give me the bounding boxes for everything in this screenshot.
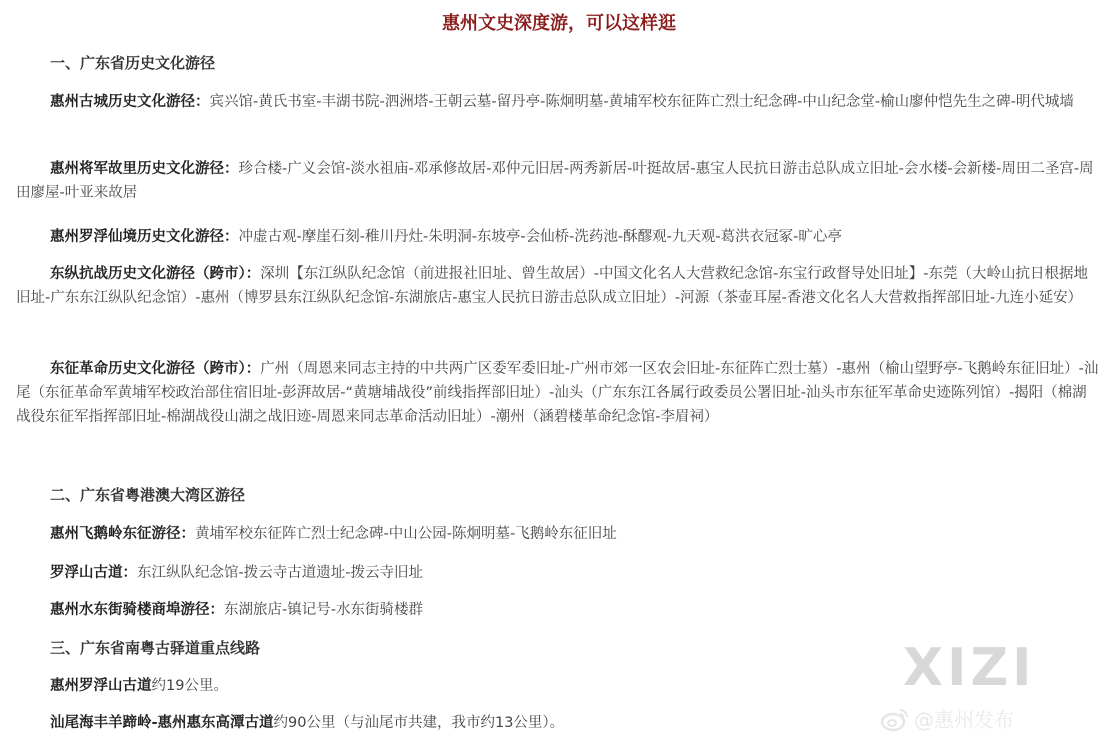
section-heading-1: 一、广东省历史文化游径	[50, 54, 216, 72]
route-label: 惠州水东街骑楼商埠游径：	[50, 602, 224, 618]
route-text: 约90公里（与汕尾市共建，我市约13公里）。	[273, 715, 565, 731]
xizi-watermark: XIZI	[903, 638, 1036, 698]
route-text: 约19公里。	[151, 678, 228, 694]
section-heading-2: 二、广东省粤港澳大湾区游径	[50, 486, 246, 504]
route-text: 广州（周恩来同志主持的中共两广区委军委旧址-广州市郊一区农会旧址-东征阵亡烈士墓）-惠州（榆山望野亭-飞鹅岭东征旧址）-汕尾（东征革命军黄埔军校政治部住宿旧址-彭湃故居-“黄塘埔战役”前线指挥部旧址）-汕头（广东东江各属行政委员公署旧址-汕头市东征军革命史迹陈列馆）-揭阳（棉湖战役东征军指挥部旧址-棉湖战役山湖之战旧迹-周恩来同志革命活动旧址）-潮州（涵碧楼革命纪念馆-李眉祠）	[16, 361, 1099, 425]
route-text: 珍合楼-广义会馆-淡水祖庙-邓承修故居-邓仲元旧居-两秀新居-叶挺故居-惠宝人民抗日游击总队成立旧址-会水楼-会新楼-周田二圣宫-周田廖屋-叶亚来故居	[16, 161, 1094, 201]
route-label: 汕尾海丰羊蹄岭-惠州惠东高潭古道	[50, 715, 274, 731]
route-item	[16, 561, 1100, 585]
route-label: 惠州罗浮山古道	[50, 678, 152, 694]
route-label: 惠州飞鹅岭东征游径：	[50, 526, 195, 542]
route-text: 冲虚古观-摩崖石刻-稚川丹灶-朱明洞-东坡亭-会仙桥-洗药池-酥醪观-九天观-葛洪衣冠冢-旷心亭	[238, 229, 842, 245]
route-label: 东纵抗战历史文化游径（跨市）：	[50, 266, 261, 282]
route-item	[16, 157, 1100, 205]
route-text: 黄埔军校东征阵亡烈士纪念碑-中山公园-陈炯明墓-飞鹅岭东征旧址	[195, 526, 617, 542]
weibo-logo-icon	[880, 706, 910, 732]
route-text: 深圳【东江纵队纪念馆（前进报社旧址、曾生故居）-中国文化名人大营救纪念馆-东宝行政督导处旧址】-东莞（大岭山抗日根据地旧址-广东东江纵队纪念馆）-惠州（博罗县东江纵队纪念馆-东湖旅店-惠宝人民抗日游击总队成立旧址）-河源（茶壶耳屋-香港文化名人大营救指挥部旧址-九连小延安）	[16, 266, 1088, 306]
route-label: 东征革命历史文化游径（跨市）：	[50, 361, 261, 377]
route-item	[16, 262, 1100, 310]
route-item	[16, 357, 1100, 429]
route-item	[16, 522, 1100, 546]
weibo-watermark	[880, 704, 1014, 733]
route-text: 东湖旅店-镇记号-水东街骑楼群	[224, 602, 423, 618]
route-label: 惠州古城历史文化游径：	[50, 94, 210, 110]
route-label: 惠州将军故里历史文化游径：	[50, 161, 239, 177]
route-item	[16, 598, 1100, 622]
route-text: 东江纵队纪念馆-拨云寺古道遗址-拨云寺旧址	[137, 565, 423, 581]
route-item	[16, 90, 1100, 114]
article-title: 惠州文史深度游，可以这样逛	[442, 13, 676, 34]
section-heading-3: 三、广东省南粤古驿道重点线路	[50, 639, 261, 657]
route-text: 宾兴馆-黄氏书室-丰湖书院-泗洲塔-王朝云墓-留丹亭-陈炯明墓-黄埔军校东征阵亡烈士纪念碑-中山纪念堂-榆山廖仲恺先生之碑-明代城墙	[209, 94, 1074, 110]
route-item	[16, 225, 1100, 249]
weibo-handle: @惠州发布	[914, 708, 1014, 732]
route-label: 惠州罗浮仙境历史文化游径：	[50, 229, 239, 245]
route-label: 罗浮山古道：	[50, 565, 137, 581]
